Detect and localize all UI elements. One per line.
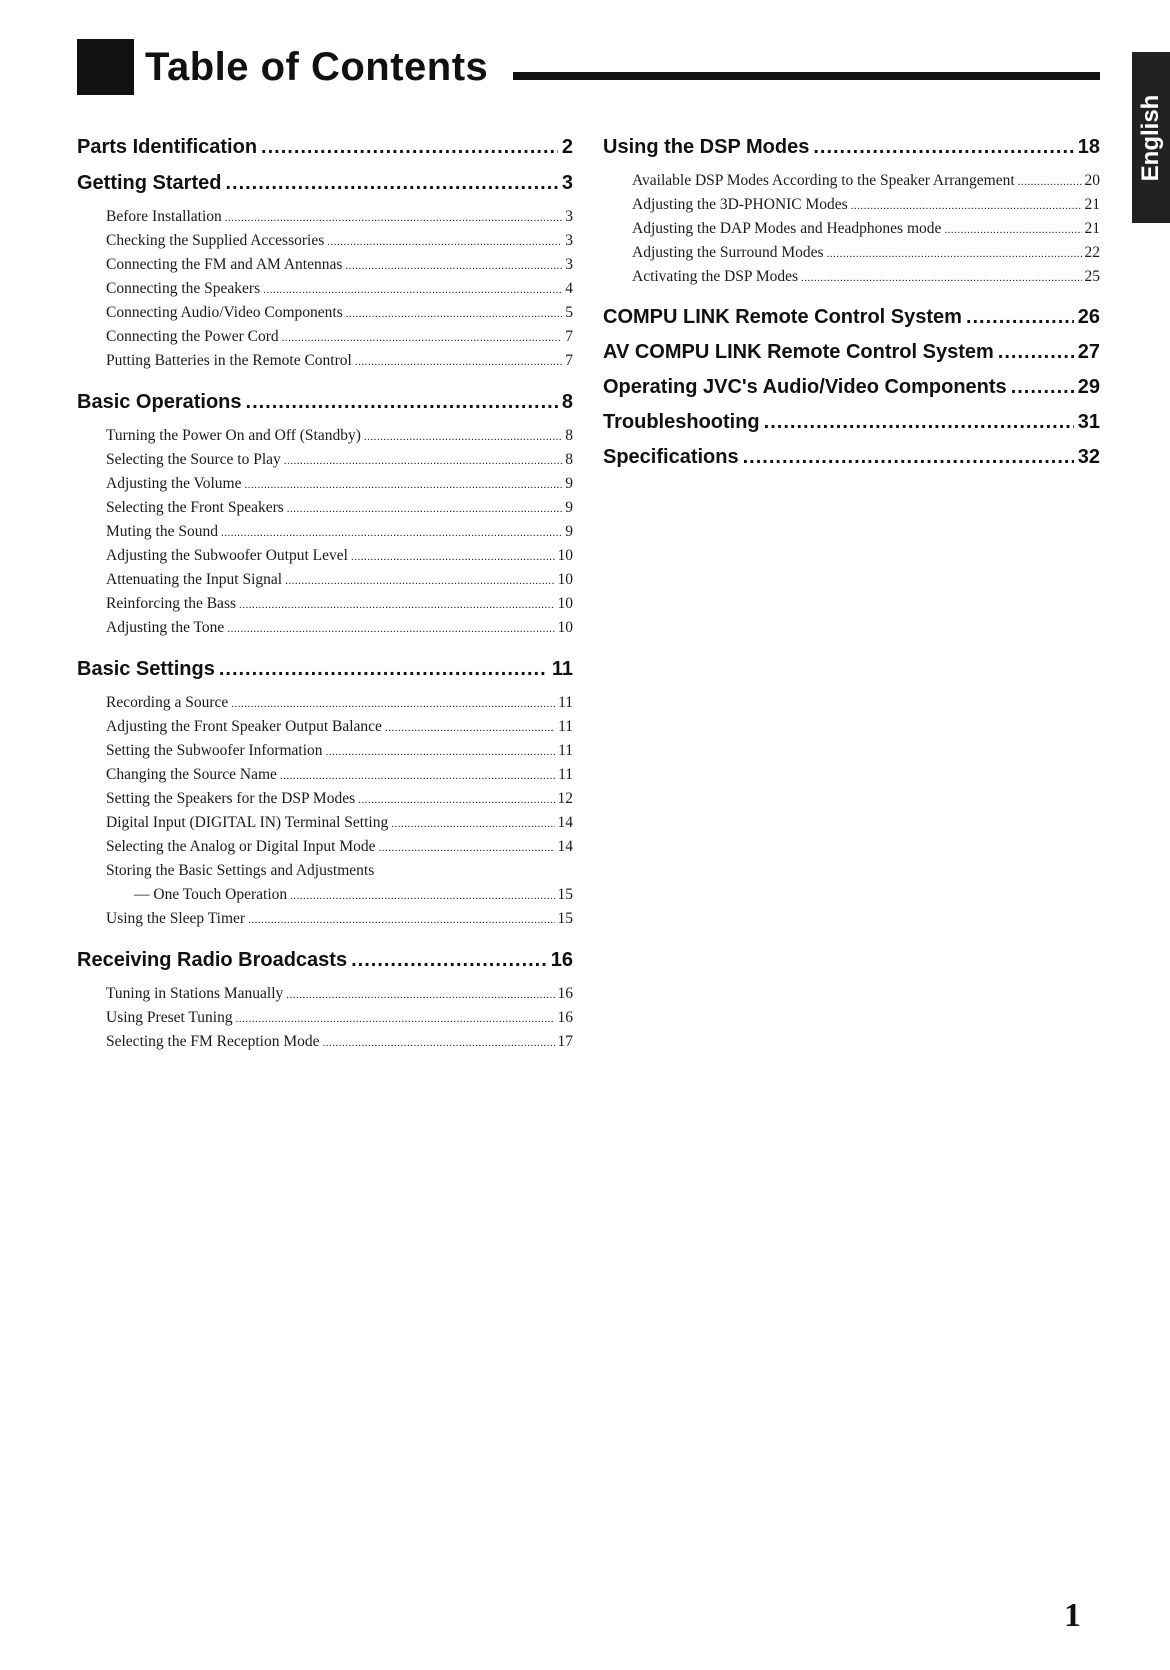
title-block-icon bbox=[77, 39, 134, 95]
toc-entry[interactable] bbox=[632, 217, 1100, 241]
leader-dots bbox=[1018, 170, 1082, 194]
leader-dots bbox=[280, 764, 555, 788]
toc-entry[interactable] bbox=[106, 1006, 573, 1030]
toc-entry-page: 15 bbox=[557, 886, 573, 903]
toc-section-av-compu-link-remote-control-system[interactable] bbox=[603, 339, 1100, 365]
toc-entry-list bbox=[106, 982, 573, 1054]
toc-entry-page: 10 bbox=[557, 619, 573, 636]
toc-section-getting-started[interactable] bbox=[77, 170, 573, 196]
leader-dots bbox=[385, 716, 555, 740]
section-spacer bbox=[77, 160, 573, 170]
toc-section-title: Using the DSP Modes bbox=[603, 136, 810, 158]
leader-dots bbox=[351, 947, 547, 973]
section-spacer bbox=[77, 373, 573, 389]
leader-dots bbox=[221, 521, 562, 545]
leader-dots bbox=[764, 409, 1074, 435]
toc-entry-label: Connecting the Speakers bbox=[106, 280, 261, 297]
toc-entry-page: 14 bbox=[557, 814, 573, 831]
toc-entry[interactable] bbox=[106, 301, 573, 325]
toc-entry[interactable] bbox=[106, 907, 573, 931]
toc-section-operating-jvc-s-audio-video-components[interactable] bbox=[603, 374, 1100, 400]
toc-entry-label: Connecting Audio/Video Components bbox=[106, 304, 343, 321]
toc-entry-page: 10 bbox=[557, 571, 573, 588]
leader-dots bbox=[246, 389, 558, 415]
toc-entry-page: 22 bbox=[1084, 244, 1100, 261]
leader-dots bbox=[263, 278, 562, 302]
toc-entry-label: Adjusting the Subwoofer Output Level bbox=[106, 547, 348, 564]
leader-dots bbox=[248, 908, 554, 932]
toc-entry-label: Selecting the Source to Play bbox=[106, 451, 281, 468]
page-header bbox=[77, 37, 1100, 97]
toc-entry-page: 15 bbox=[557, 910, 573, 927]
toc-left-column bbox=[77, 134, 573, 1054]
toc-entry-list bbox=[106, 691, 573, 931]
toc-entry-label: Adjusting the Volume bbox=[106, 475, 242, 492]
toc-section-title: AV COMPU LINK Remote Control System bbox=[603, 341, 994, 363]
toc-entry-label: Adjusting the Tone bbox=[106, 619, 225, 636]
leader-dots bbox=[231, 692, 555, 716]
toc-entry[interactable] bbox=[106, 691, 573, 715]
toc-entry-label: Attenuating the Input Signal bbox=[106, 571, 283, 588]
toc-entry-list bbox=[632, 169, 1100, 289]
leader-dots bbox=[345, 254, 562, 278]
toc-section-basic-settings[interactable] bbox=[77, 656, 573, 682]
toc-entry-label: Reinforcing the Bass bbox=[106, 595, 237, 612]
toc-entry-list bbox=[106, 205, 573, 373]
leader-dots bbox=[219, 656, 548, 682]
toc-section-specifications[interactable] bbox=[603, 444, 1100, 470]
toc-entry-page: 9 bbox=[565, 475, 573, 492]
toc-entry-page: 9 bbox=[565, 499, 573, 516]
toc-entry[interactable] bbox=[106, 787, 573, 811]
leader-dots bbox=[225, 206, 562, 230]
toc-entry-label: Activating the DSP Modes bbox=[632, 268, 799, 285]
toc-entry-label: Setting the Subwoofer Information bbox=[106, 742, 323, 759]
toc-section-compu-link-remote-control-system[interactable] bbox=[603, 304, 1100, 330]
toc-entry-page: 10 bbox=[557, 595, 573, 612]
toc-section-page: 29 bbox=[1077, 376, 1100, 398]
leader-dots bbox=[364, 425, 562, 449]
toc-entry-page: 21 bbox=[1084, 196, 1100, 213]
toc-entry-label: Changing the Source Name bbox=[106, 766, 277, 783]
toc-section-title: Parts Identification bbox=[77, 136, 258, 158]
toc-entry-page: 3 bbox=[565, 208, 573, 225]
toc-entry-label: Adjusting the 3D-PHONIC Modes bbox=[632, 196, 848, 213]
toc-entry-page: 20 bbox=[1084, 172, 1100, 189]
toc-entry[interactable] bbox=[106, 253, 573, 277]
toc-entry-label: Adjusting the Front Speaker Output Balance bbox=[106, 718, 382, 735]
toc-section-page: 8 bbox=[561, 391, 573, 413]
toc-entry-page: 10 bbox=[557, 547, 573, 564]
toc-entry[interactable] bbox=[106, 277, 573, 301]
leader-dots bbox=[966, 304, 1074, 330]
toc-entry[interactable] bbox=[632, 265, 1100, 289]
leader-dots bbox=[239, 593, 554, 617]
toc-entry[interactable] bbox=[106, 592, 573, 616]
toc-entry-label: Recording a Source bbox=[106, 694, 229, 711]
toc-entry[interactable] bbox=[106, 325, 573, 349]
toc-entry-page: 4 bbox=[565, 280, 573, 297]
toc-entry-label: Checking the Supplied Accessories bbox=[106, 232, 325, 249]
toc-entry-page: 7 bbox=[565, 352, 573, 369]
toc-entry-label: Available DSP Modes According to the Speaker Arrangement bbox=[632, 172, 1015, 189]
leader-dots bbox=[351, 545, 555, 569]
leader-dots bbox=[236, 1007, 555, 1031]
leader-dots bbox=[286, 983, 554, 1007]
toc-entry-list bbox=[106, 424, 573, 640]
toc-entry-label: Muting the Sound bbox=[106, 523, 218, 540]
page-number: 1 bbox=[1064, 1597, 1081, 1634]
toc-entry-label: Adjusting the DAP Modes and Headphones mode bbox=[632, 220, 942, 237]
toc-entry[interactable] bbox=[106, 739, 573, 763]
toc-entry[interactable] bbox=[106, 496, 573, 520]
toc-section-receiving-radio-broadcasts[interactable] bbox=[77, 947, 573, 973]
toc-section-page: 16 bbox=[550, 949, 573, 971]
toc-entry[interactable] bbox=[106, 448, 573, 472]
toc-entry[interactable] bbox=[106, 568, 573, 592]
toc-section-page: 31 bbox=[1077, 411, 1100, 433]
toc-entry[interactable] bbox=[632, 241, 1100, 265]
toc-section-page: 11 bbox=[551, 658, 573, 680]
toc-entry-page: 11 bbox=[558, 766, 573, 783]
leader-dots bbox=[851, 194, 1082, 218]
toc-section-page: 2 bbox=[561, 136, 573, 158]
section-spacer bbox=[603, 400, 1100, 409]
toc-entry-page: 21 bbox=[1084, 220, 1100, 237]
leader-dots bbox=[290, 884, 554, 908]
toc-entry-label: Adjusting the Surround Modes bbox=[632, 244, 824, 261]
toc-section-title: Getting Started bbox=[77, 172, 222, 194]
leader-dots bbox=[346, 302, 563, 326]
toc-section-page: 18 bbox=[1077, 136, 1100, 158]
toc-section-parts-identification[interactable] bbox=[77, 134, 573, 160]
toc-section-page: 32 bbox=[1077, 446, 1100, 468]
leader-dots bbox=[287, 497, 562, 521]
leader-dots bbox=[245, 473, 563, 497]
leader-dots bbox=[358, 788, 554, 812]
toc-entry-page: 16 bbox=[557, 985, 573, 1002]
toc-entry-label: Selecting the FM Reception Mode bbox=[106, 1033, 320, 1050]
toc-entry[interactable] bbox=[106, 982, 573, 1006]
leader-dots bbox=[944, 218, 1081, 242]
toc-entry[interactable] bbox=[106, 205, 573, 229]
language-tab bbox=[1132, 52, 1170, 223]
toc-entry-label: Connecting the FM and AM Antennas bbox=[106, 256, 343, 273]
page-title: Table of Contents bbox=[145, 45, 489, 89]
toc-entry-page: 11 bbox=[558, 718, 573, 735]
toc-entry-page: 12 bbox=[557, 790, 573, 807]
toc-entry-label: — One Touch Operation bbox=[134, 886, 288, 903]
toc-entry-label: Selecting the Analog or Digital Input Mode bbox=[106, 838, 376, 855]
toc-entry[interactable] bbox=[106, 229, 573, 253]
toc-entry[interactable] bbox=[106, 883, 573, 907]
toc-entry-page: 3 bbox=[565, 256, 573, 273]
toc-entry-label: Turning the Power On and Off (Standby) bbox=[106, 427, 361, 444]
toc-entry-label: Using the Sleep Timer bbox=[106, 910, 246, 927]
toc-entry[interactable] bbox=[106, 349, 573, 373]
toc-entry-page: 25 bbox=[1084, 268, 1100, 285]
toc-entry[interactable] bbox=[106, 472, 573, 496]
toc-entry-label: Digital Input (DIGITAL IN) Terminal Setting bbox=[106, 814, 389, 831]
toc-entry-page: 8 bbox=[565, 451, 573, 468]
toc-entry[interactable] bbox=[106, 520, 573, 544]
leader-dots bbox=[378, 836, 554, 860]
toc-entry-label: Before Installation bbox=[106, 208, 222, 225]
section-spacer bbox=[77, 640, 573, 656]
leader-dots bbox=[801, 266, 1081, 290]
leader-dots bbox=[225, 170, 557, 196]
toc-entry-label: Putting Batteries in the Remote Control bbox=[106, 352, 352, 369]
toc-section-title: COMPU LINK Remote Control System bbox=[603, 306, 962, 328]
toc-entry[interactable] bbox=[632, 169, 1100, 193]
toc-section-title: Basic Settings bbox=[77, 658, 215, 680]
leader-dots bbox=[227, 617, 554, 641]
toc-section-page: 26 bbox=[1077, 306, 1100, 328]
toc-entry[interactable] bbox=[106, 811, 573, 835]
leader-dots bbox=[355, 350, 562, 374]
toc-section-title: Basic Operations bbox=[77, 391, 242, 413]
leader-dots bbox=[813, 134, 1073, 160]
section-spacer bbox=[603, 289, 1100, 304]
leader-dots bbox=[391, 812, 554, 836]
toc-right-column bbox=[603, 134, 1100, 470]
toc-entry-page: 3 bbox=[565, 232, 573, 249]
toc-entry-page: 14 bbox=[557, 838, 573, 855]
toc-entry-page: 16 bbox=[557, 1009, 573, 1026]
toc-entry-label: Selecting the Front Speakers bbox=[106, 499, 284, 516]
leader-dots bbox=[327, 230, 562, 254]
toc-entry[interactable] bbox=[632, 193, 1100, 217]
toc-entry-label: Storing the Basic Settings and Adjustments bbox=[106, 862, 375, 879]
leader-dots bbox=[282, 326, 563, 350]
language-tab-label: English bbox=[1137, 94, 1164, 181]
toc-entry-page: 5 bbox=[565, 304, 573, 321]
toc-entry[interactable] bbox=[106, 544, 573, 568]
toc-section-title: Specifications bbox=[603, 446, 739, 468]
leader-dots bbox=[285, 569, 554, 593]
toc-section-title: Operating JVC's Audio/Video Components bbox=[603, 376, 1007, 398]
toc-section-troubleshooting[interactable] bbox=[603, 409, 1100, 435]
toc-entry-page: 11 bbox=[558, 742, 573, 759]
toc-entry-label: Tuning in Stations Manually bbox=[106, 985, 284, 1002]
toc-entry-label: Setting the Speakers for the DSP Modes bbox=[106, 790, 356, 807]
section-spacer bbox=[603, 330, 1100, 339]
toc-entry[interactable] bbox=[106, 859, 573, 883]
leader-dots bbox=[827, 242, 1082, 266]
leader-dots bbox=[998, 339, 1074, 365]
leader-dots bbox=[743, 444, 1074, 470]
toc-entry[interactable] bbox=[106, 715, 573, 739]
toc-entry-label: Using Preset Tuning bbox=[106, 1009, 233, 1026]
leader-dots bbox=[1011, 374, 1074, 400]
toc-entry[interactable] bbox=[106, 1030, 573, 1054]
toc-entry[interactable] bbox=[106, 763, 573, 787]
leader-dots bbox=[323, 1031, 555, 1055]
toc-entry-page: 11 bbox=[558, 694, 573, 711]
toc-entry-page: 7 bbox=[565, 328, 573, 345]
toc-section-basic-operations[interactable] bbox=[77, 389, 573, 415]
toc-section-using-the-dsp-modes[interactable] bbox=[603, 134, 1100, 160]
toc-section-title: Troubleshooting bbox=[603, 411, 760, 433]
toc-entry-page: 9 bbox=[565, 523, 573, 540]
toc-entry-page: 8 bbox=[565, 427, 573, 444]
toc-entry[interactable] bbox=[106, 424, 573, 448]
leader-dots bbox=[284, 449, 562, 473]
toc-entry[interactable] bbox=[106, 616, 573, 640]
toc-section-page: 27 bbox=[1077, 341, 1100, 363]
leader-dots bbox=[261, 134, 558, 160]
toc-entry-page: 17 bbox=[557, 1033, 573, 1050]
toc-section-page: 3 bbox=[561, 172, 573, 194]
leader-dots bbox=[326, 740, 556, 764]
section-spacer bbox=[603, 435, 1100, 444]
title-rule bbox=[513, 72, 1100, 80]
toc-entry-label: Connecting the Power Cord bbox=[106, 328, 279, 345]
toc-section-title: Receiving Radio Broadcasts bbox=[77, 949, 348, 971]
toc-entry[interactable] bbox=[106, 835, 573, 859]
section-spacer bbox=[77, 931, 573, 947]
section-spacer bbox=[603, 365, 1100, 374]
